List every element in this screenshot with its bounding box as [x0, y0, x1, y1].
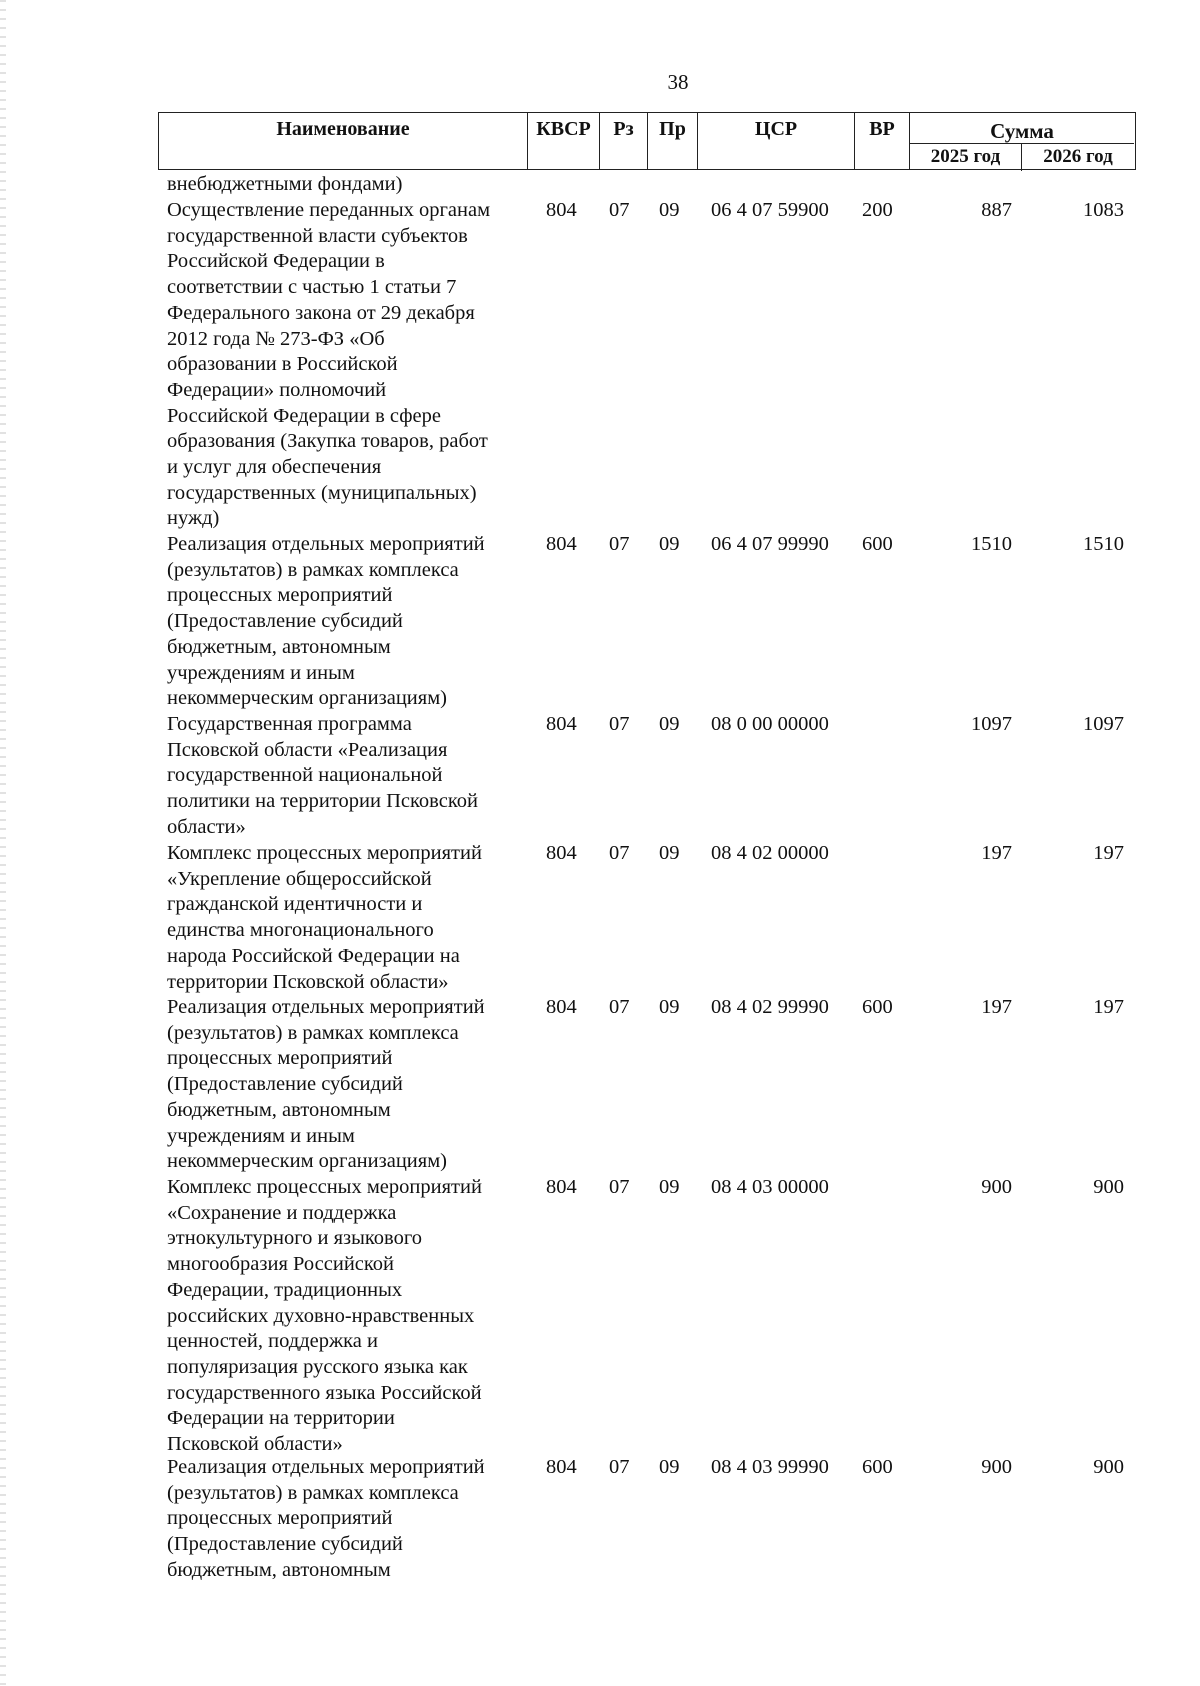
row-rz: 07	[609, 996, 630, 1018]
scan-edge	[0, 0, 6, 1686]
row-vr: 200	[862, 199, 893, 221]
row-csr: 08 4 02 99990	[711, 996, 829, 1018]
row-csr: 08 4 02 00000	[711, 842, 829, 864]
row-kvsr: 804	[546, 533, 577, 555]
row-sum-2026: 1083	[1083, 199, 1124, 221]
row-pr: 09	[659, 1456, 680, 1478]
row-rz: 07	[609, 842, 630, 864]
row-sum-2025: 1510	[971, 533, 1012, 555]
row-vr: 600	[862, 996, 893, 1018]
row-pr: 09	[659, 842, 680, 864]
row-name: Комплекс процессных мероприятий «Укрепление общероссийской гражданской идентичности и единства многонационального народа Российской Федерации на территории Псковской области»	[167, 842, 482, 993]
row-csr: 06 4 07 99990	[711, 533, 829, 555]
header-vr: ВР	[855, 113, 910, 169]
row-name: Комплекс процессных мероприятий «Сохранение и поддержка этнокультурного и языкового многообразия Российской Федерации, традиционных российских духовно-нравственных ценностей, поддержка и популяризация русского языка как государственного языка Российской Федерации на территории Псковской области»	[167, 1176, 482, 1456]
row-sum-2025: 887	[981, 199, 1012, 221]
row-pr: 09	[659, 713, 680, 735]
header-csr: ЦСР	[698, 113, 855, 169]
row-sum-2025: 197	[981, 842, 1012, 864]
row-kvsr: 804	[546, 842, 577, 864]
row-pr: 09	[659, 533, 680, 555]
header-pr: Пр	[648, 113, 698, 169]
row-rz: 07	[609, 533, 630, 555]
row-name: внебюджетными фондами)	[167, 173, 403, 195]
row-sum-2025: 1097	[971, 713, 1012, 735]
row-name: Государственная программа Псковской области «Реализация государственной национальной политики на территории Псковской области»	[167, 713, 478, 838]
row-csr: 08 0 00 00000	[711, 713, 829, 735]
row-kvsr: 804	[546, 1176, 577, 1198]
header-name: Наименование	[159, 113, 528, 169]
row-rz: 07	[609, 199, 630, 221]
row-name: Реализация отдельных мероприятий (результатов) в рамках комплекса процессных мероприятий (Предоставление субсидий бюджетным, автономным учреждениям и иным некоммерческим организациям)	[167, 533, 485, 710]
header-kvsr: КВСР	[528, 113, 600, 169]
row-name: Реализация отдельных мероприятий (результатов) в рамках комплекса процессных мероприятий (Предоставление субсидий бюджетным, автономным	[167, 1456, 485, 1581]
table-header	[158, 112, 1136, 170]
row-sum-2025: 197	[981, 996, 1012, 1018]
header-sum: Сумма	[990, 119, 1054, 143]
row-vr: 600	[862, 533, 893, 555]
row-name: Реализация отдельных мероприятий (результатов) в рамках комплекса процессных мероприятий (Предоставление субсидий бюджетным, автономным учреждениям и иным некоммерческим организациям)	[167, 996, 485, 1173]
row-rz: 07	[609, 1176, 630, 1198]
row-pr: 09	[659, 1176, 680, 1198]
header-rz: Рз	[600, 113, 648, 169]
row-pr: 09	[659, 199, 680, 221]
header-year-2025: 2025 год	[910, 143, 1022, 171]
row-rz: 07	[609, 1456, 630, 1478]
row-csr: 06 4 07 59900	[711, 199, 829, 221]
row-sum-2026: 197	[1093, 996, 1124, 1018]
row-sum-2026: 900	[1093, 1456, 1124, 1478]
row-pr: 09	[659, 996, 680, 1018]
row-sum-2026: 900	[1093, 1176, 1124, 1198]
row-rz: 07	[609, 713, 630, 735]
row-csr: 08 4 03 99990	[711, 1456, 829, 1478]
header-sum-group	[910, 113, 1134, 169]
row-csr: 08 4 03 00000	[711, 1176, 829, 1198]
row-sum-2026: 1097	[1083, 713, 1124, 735]
row-vr: 600	[862, 1456, 893, 1478]
row-kvsr: 804	[546, 996, 577, 1018]
row-sum-2025: 900	[981, 1456, 1012, 1478]
row-kvsr: 804	[546, 713, 577, 735]
row-sum-2026: 1510	[1083, 533, 1124, 555]
header-year-2026: 2026 год	[1022, 143, 1134, 171]
page-number: 38	[667, 70, 689, 94]
row-name: Осуществление переданных органам государственной власти субъектов Российской Федерации в соответствии с частью 1 статьи 7 Федерального закона от 29 декабря 2012 года № 273-ФЗ «Об образовании в Российской Федерации» полномочий Российской Федерации в сфере образования (Закупка товаров, работ и услуг для обеспечения государственных (муниципальных) нужд)	[167, 199, 491, 530]
row-sum-2026: 197	[1093, 842, 1124, 864]
row-kvsr: 804	[546, 199, 577, 221]
row-kvsr: 804	[546, 1456, 577, 1478]
row-sum-2025: 900	[981, 1176, 1012, 1198]
